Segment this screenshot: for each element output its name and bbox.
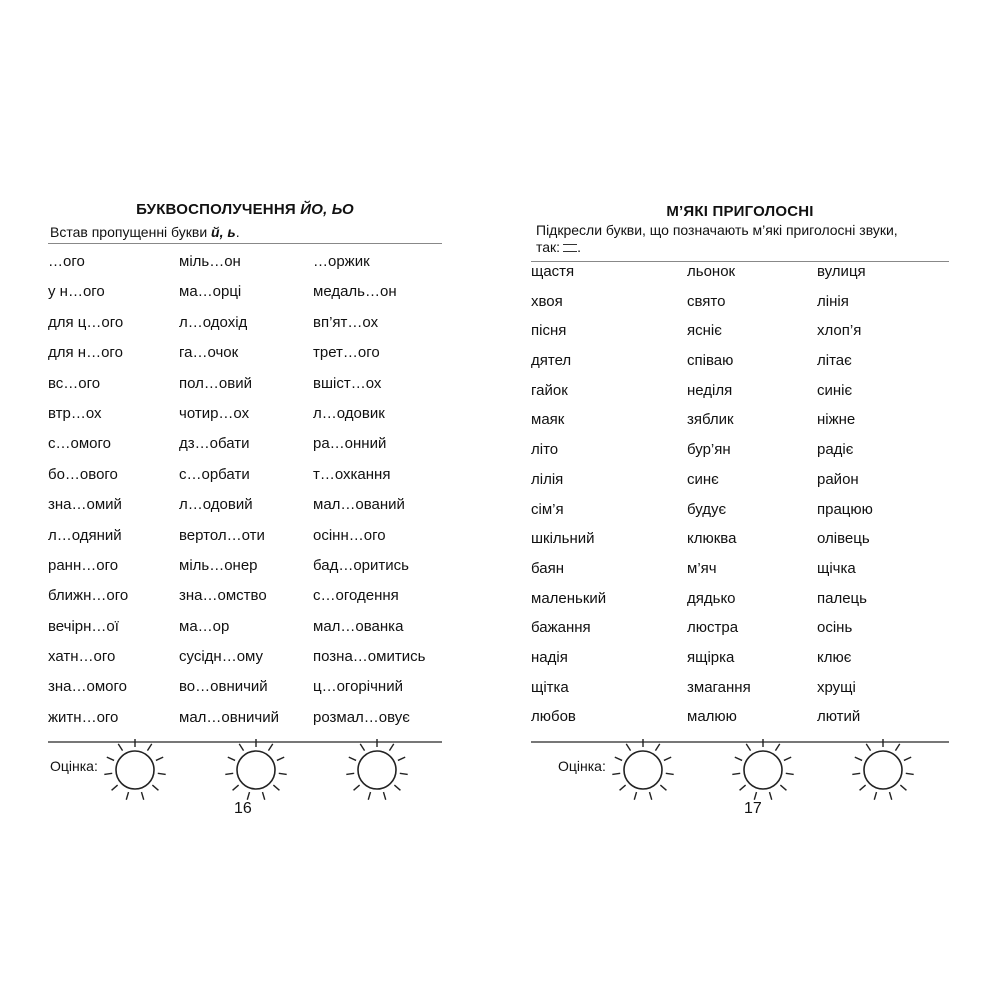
word-row: [48, 374, 442, 404]
word-cell[interactable]: вп’ят…ох: [313, 313, 379, 331]
word-cell[interactable]: …ого: [48, 253, 85, 270]
word-cell[interactable]: малюю: [687, 708, 737, 726]
word-row: [531, 648, 949, 678]
word-cell[interactable]: осінь: [817, 619, 853, 637]
word-cell[interactable]: пісня: [531, 322, 567, 340]
instruction-line-2: так:: [536, 239, 561, 255]
word-cell[interactable]: для ц…ого: [48, 313, 124, 331]
word-row: [531, 381, 949, 411]
word-cell[interactable]: район: [817, 470, 859, 488]
word-cell[interactable]: ближн…ого: [48, 587, 129, 605]
word-cell[interactable]: синіє: [817, 381, 853, 399]
word-cell[interactable]: с…омого: [48, 435, 111, 453]
word-cell[interactable]: вшіст…ох: [313, 374, 382, 392]
instruction-text: Встав пропущенні букви: [50, 224, 212, 240]
word-cell[interactable]: дз…обати: [179, 435, 250, 453]
word-cell[interactable]: синє: [687, 470, 719, 488]
word-cell[interactable]: міль…онер: [179, 556, 258, 574]
title-text: БУКВОСПОЛУЧЕННЯ: [136, 201, 301, 218]
word-row: [48, 556, 442, 586]
word-cell[interactable]: пол…овий: [179, 374, 252, 392]
sun-icon[interactable]: [100, 735, 170, 805]
word-cell[interactable]: мал…ований: [313, 496, 405, 514]
word-cell[interactable]: зна…омство: [179, 587, 267, 605]
word-cell[interactable]: во…овничий: [179, 678, 268, 696]
word-cell[interactable]: с…орбати: [179, 465, 250, 483]
word-cell[interactable]: мал…ованка: [313, 617, 404, 635]
word-row: [48, 617, 442, 647]
word-cell[interactable]: бо…ового: [48, 465, 118, 483]
word-cell[interactable]: шкільний: [531, 530, 595, 548]
word-cell[interactable]: дядько: [687, 589, 736, 607]
word-cell[interactable]: ранн…ого: [48, 556, 119, 574]
word-row: [531, 440, 949, 470]
word-row: [531, 321, 949, 351]
word-cell[interactable]: медаль…он: [313, 283, 397, 301]
sun-icon[interactable]: [848, 735, 918, 805]
word-row: [531, 559, 949, 589]
top-divider: [48, 243, 442, 244]
word-cell[interactable]: хвоя: [531, 292, 563, 310]
word-cell[interactable]: зна…омого: [48, 678, 127, 696]
word-row: [48, 404, 442, 434]
word-cell[interactable]: маленький: [531, 589, 607, 607]
word-cell[interactable]: щастя: [531, 263, 575, 280]
word-cell[interactable]: м’яч: [687, 559, 717, 577]
word-cell[interactable]: …оржик: [313, 253, 370, 270]
word-cell[interactable]: бад…оритись: [313, 556, 409, 574]
word-cell[interactable]: любов: [531, 708, 576, 726]
word-row: [531, 292, 949, 322]
word-row: [48, 282, 442, 312]
word-row: [48, 495, 442, 525]
word-cell[interactable]: радіє: [817, 441, 854, 459]
word-row: [531, 707, 949, 737]
sun-icon[interactable]: [608, 735, 678, 805]
word-cell[interactable]: сім’я: [531, 500, 564, 518]
word-grid: [531, 262, 949, 737]
word-row: [48, 343, 442, 373]
word-row: [531, 618, 949, 648]
word-cell[interactable]: змагання: [687, 678, 751, 696]
word-row: [48, 526, 442, 556]
word-cell[interactable]: олівець: [817, 530, 870, 548]
word-cell[interactable]: зяблик: [687, 411, 734, 429]
exercise-instruction: [50, 224, 240, 241]
word-row: [531, 410, 949, 440]
word-cell[interactable]: вс…ого: [48, 374, 101, 392]
page-number: 17: [744, 800, 762, 817]
word-row: [48, 708, 442, 738]
instruction-end: .: [577, 239, 581, 255]
word-cell[interactable]: вечірн…ої: [48, 617, 119, 635]
page-17: [531, 0, 949, 1000]
word-cell[interactable]: міль…он: [179, 253, 241, 270]
word-cell[interactable]: лілія: [531, 470, 564, 488]
word-cell[interactable]: будує: [687, 500, 727, 518]
instruction-end: .: [235, 224, 240, 240]
rating-label: Оцінка:: [558, 758, 606, 774]
word-cell[interactable]: ніжне: [817, 411, 856, 429]
word-cell[interactable]: т…охкання: [313, 465, 391, 483]
word-cell[interactable]: літає: [817, 352, 852, 370]
word-cell[interactable]: палець: [817, 589, 867, 607]
word-cell[interactable]: щітка: [531, 678, 569, 696]
word-cell[interactable]: осінн…ого: [313, 526, 386, 544]
word-cell[interactable]: маяк: [531, 411, 565, 429]
word-cell[interactable]: трет…ого: [313, 344, 380, 362]
word-row: [48, 586, 442, 616]
word-row: [531, 470, 949, 500]
word-cell[interactable]: позна…омитись: [313, 648, 426, 666]
word-cell[interactable]: ящірка: [687, 648, 735, 666]
word-cell[interactable]: хлоп’я: [817, 322, 862, 340]
word-cell[interactable]: л…одовик: [313, 404, 385, 422]
instruction-line-1: Підкресли букви, що позначають м’які приголосні звуки,: [536, 222, 898, 238]
word-cell[interactable]: у н…ого: [48, 283, 105, 301]
word-cell[interactable]: хатн…ого: [48, 648, 116, 666]
word-cell[interactable]: працюю: [817, 500, 873, 518]
word-cell[interactable]: житн…ого: [48, 708, 119, 726]
page-16: [48, 0, 442, 1000]
word-cell[interactable]: льонок: [687, 263, 736, 280]
word-cell[interactable]: ясніє: [687, 322, 722, 340]
word-cell[interactable]: ма…ор: [179, 617, 230, 635]
word-cell[interactable]: ра…онний: [313, 435, 387, 453]
word-cell[interactable]: свято: [687, 292, 726, 310]
instruction-letters: й, ь: [211, 224, 236, 240]
word-cell[interactable]: мал…овничий: [179, 708, 279, 726]
exercise-instruction: [536, 222, 936, 256]
word-cell[interactable]: бур’ян: [687, 441, 731, 459]
underline-sample-icon: [563, 244, 577, 252]
word-row: [48, 434, 442, 464]
word-row: [531, 500, 949, 530]
word-cell[interactable]: втр…ох: [48, 404, 102, 422]
word-cell[interactable]: гайок: [531, 381, 568, 399]
word-grid: [48, 252, 442, 738]
word-cell[interactable]: люстра: [687, 619, 739, 637]
word-cell[interactable]: бажання: [531, 619, 591, 637]
word-cell[interactable]: хрущі: [817, 678, 856, 696]
word-cell[interactable]: ц…огорічний: [313, 678, 403, 696]
exercise-title: М’ЯКІ ПРИГОЛОСНІ: [666, 203, 814, 220]
sun-icon[interactable]: [728, 735, 798, 805]
rating-label: Оцінка:: [50, 758, 98, 774]
word-cell[interactable]: для н…ого: [48, 344, 123, 362]
word-cell[interactable]: ма…орці: [179, 283, 242, 301]
word-cell[interactable]: зна…омий: [48, 496, 122, 514]
word-row: [48, 647, 442, 677]
word-row: [48, 252, 442, 282]
word-row: [48, 677, 442, 707]
word-cell[interactable]: клює: [817, 648, 852, 666]
word-cell[interactable]: чотир…ох: [179, 404, 250, 422]
word-row: [48, 465, 442, 495]
word-cell[interactable]: дятел: [531, 352, 572, 370]
word-cell[interactable]: га…очок: [179, 344, 239, 362]
page-number: 16: [234, 800, 252, 817]
word-row: [531, 589, 949, 619]
word-cell[interactable]: лінія: [817, 292, 849, 310]
word-row: [531, 529, 949, 559]
word-row: [48, 313, 442, 343]
sun-icon[interactable]: [221, 735, 291, 805]
word-cell[interactable]: щічка: [817, 559, 856, 577]
word-cell[interactable]: сусідн…ому: [179, 648, 264, 666]
word-cell[interactable]: співаю: [687, 352, 734, 370]
word-row: [531, 262, 949, 292]
word-cell[interactable]: с…огодення: [313, 587, 399, 605]
exercise-title: [48, 201, 442, 218]
word-cell[interactable]: клюква: [687, 530, 737, 548]
word-cell[interactable]: л…одовий: [179, 496, 253, 514]
word-cell[interactable]: лютий: [817, 708, 861, 726]
word-cell[interactable]: літо: [531, 441, 559, 459]
word-cell[interactable]: л…одяний: [48, 526, 122, 544]
word-cell[interactable]: розмал…овує: [313, 708, 410, 726]
word-cell[interactable]: неділя: [687, 381, 733, 399]
word-cell[interactable]: баян: [531, 559, 564, 577]
word-cell[interactable]: вулиця: [817, 263, 866, 280]
word-cell[interactable]: л…одохід: [179, 313, 248, 331]
word-cell[interactable]: надія: [531, 648, 568, 666]
sun-icon[interactable]: [342, 735, 412, 805]
word-row: [531, 351, 949, 381]
title-letters: ЙО, ЬО: [300, 201, 354, 218]
word-row: [531, 678, 949, 708]
word-cell[interactable]: вертол…оти: [179, 526, 265, 544]
